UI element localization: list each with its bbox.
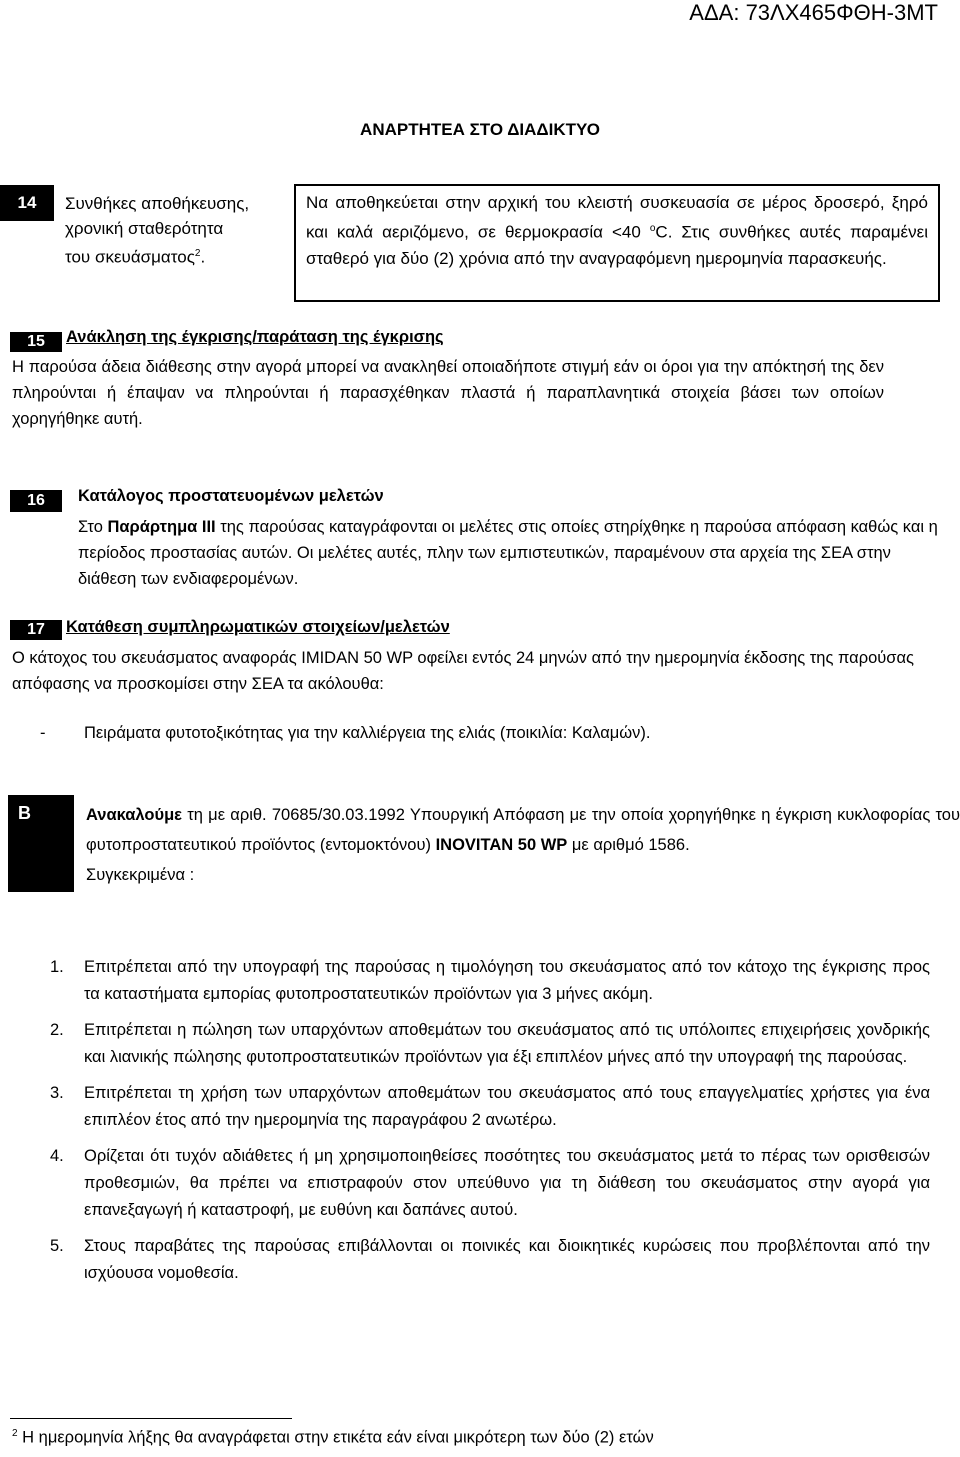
section-14-content-box [294,184,940,302]
section-b-text-post: με αριθμό 1586. [567,836,690,854]
annex-reference: Παράρτημα ΙΙΙ [107,518,216,536]
list-text: Επιτρέπεται η πώληση των υπαρχόντων αποθεμάτων του σκευάσματος από τις υπόλοιπες επιχειρήσεις χονδρικής και λιανικής πώλησης φυτοπροστατευτικών προϊόντων για έξι επιπλέον μήνες από την υπογραφή της παρούσας. [84,1021,930,1066]
section-14-number: 14 [0,185,54,221]
footnote-text: Η ημερομηνία λήξης θα αναγράφεται στην ετικέτα εάν είναι μικρότερη των δύο (2) ετών [17,1428,654,1447]
section-16-body-pre: Στο [78,518,108,536]
label-line-3-end: . [200,247,206,267]
footnote-ref: 2 [194,248,201,259]
page-title: ΑΝΑΡΤΗΤΕΑ ΣΤΟ ΔΙΑΔΙΚΤΥΟ [360,120,600,139]
section-15-body: Η παρούσα άδεια διάθεσης στην αγορά μπορεί να ανακληθεί οποιαδήποτε στιγμή εάν οι όροι για την απόκτησή της δεν πληρούνται ή έπαψαν να πληρούνται ή παρασχέθηκαν πλαστά ή παραπλανητικά στοιχεία βάσει των οποίων χορηγήθηκε αυτή. [12,358,884,428]
footnote [12,1428,654,1448]
list-item [50,1017,930,1071]
list-number: 3. [50,1084,64,1102]
label-line-3-text: του σκευάσματος [65,247,195,267]
section-b-body [86,800,960,890]
section-16-title: Κατάλογος προστατευομένων μελετών [78,487,384,505]
section-b-text-pre: τη με αριθ. 70685/30.03.1992 Υπουργική Απόφαση με την οποία χορηγήθηκε η έγκριση κυκλοφορίας του φυτοπροστατευτικού προϊόντος (εντομοκτόνου) [86,806,960,854]
list-item [50,1080,930,1134]
recall-word: Ανακαλούμε [86,806,183,824]
list-number: 4. [50,1147,64,1165]
measures-list [50,954,930,1296]
section-15-number: 15 [10,332,62,352]
section-16-number: 16 [10,490,62,512]
section-16-body [78,514,948,592]
list-number: 5. [50,1237,64,1255]
section-16-body-post: της παρούσας καταγράφονται οι μελέτες στις οποίες στηρίχθηκε η παρούσα απόφαση καθώς και η περίοδος προστασίας αυτών. Οι μελέτες αυτές, πλην των εμπιστευτικών, παραμένουν στα αρχεία της ΣΕΑ στην διάθεση των ενδιαφερομένων. [78,518,938,588]
section-17-bullet [40,724,651,743]
footnote-mark: 2 [12,1428,18,1439]
specifically-label: Συγκεκριμένα : [86,866,195,884]
ada-code: ΑΔΑ: 73ΛΧ465ΦΘΗ-3ΜΤ [689,0,938,25]
storage-text-pre: Να αποθηκεύεται στην αρχική του κλειστή συσκευασία σε μέρος δροσερό, ξηρό και καλά αεριζόμενο, σε θερμοκρασία <40 [306,193,928,242]
section-b-text [86,800,960,860]
section-15-title: Ανάκληση της έγκρισης/παράταση της έγκρισης [66,328,444,346]
list-item [50,954,930,1008]
section-14-label [65,191,285,270]
label-line-2: χρονική σταθερότητα [65,219,224,238]
list-number: 1. [50,958,64,976]
section-17-title: Κατάθεση συμπληρωματικών στοιχείων/μελετών [66,618,450,636]
list-item [50,1143,930,1224]
storage-text-post: C. Στις συνθήκες αυτές παραμένει σταθερό για δύο (2) χρόνια από την αναγραφόμενη ημερομηνία παρασκευής. [306,222,928,268]
section-17-body: Ο κάτοχος του σκευάσματος αναφοράς IMIDAN 50 WP οφείλει εντός 24 μηνών από την ημερομηνία έκδοσης της παρούσας απόφασης να προσκομίσει στην ΣΕΑ τα ακόλουθα: [12,649,914,693]
list-text: Ορίζεται ότι τυχόν αδιάθετες ή μη χρησιμοποιηθείσες ποσότητες του σκευάσματος μετά το πέρας των ορισθεισών προθεσμιών, θα πρέπει να επιστραφούν στον υπεύθυνο για τη διάθεση του σκευάσματος στην αγορά για επανεξαγωγή ή καταστροφή, με ευθύνη και δαπάνες αυτού. [84,1147,930,1219]
product-name: INOVITAN 50 WP [435,836,568,854]
section-b-marker [8,795,74,892]
section-17-number: 17 [10,620,62,640]
list-number: 2. [50,1021,64,1039]
footnote-divider [10,1418,292,1419]
list-text: Στους παραβάτες της παρούσας επιβάλλονται οι ποινικές και διοικητικές κυρώσεις που προβλέπονται από την ισχύουσα νομοθεσία. [84,1237,930,1282]
label-line-3 [65,241,285,270]
bullet-text: Πειράματα φυτοτοξικότητας για την καλλιέργεια της ελιάς (ποικιλία: Καλαμών). [84,724,651,742]
label-line-1: Συνθήκες αποθήκευσης, [65,194,250,213]
section-b-letter: B [18,803,31,823]
list-text: Επιτρέπεται από την υπογραφή της παρούσας η τιμολόγηση του σκευάσματος από τον κάτοχο της έγκρισης προς τα καταστήματα εμπορίας φυτοπροστατευτικών προϊόντων για 3 μήνες ακόμη. [84,958,930,1003]
list-text: Επιτρέπεται τη χρήση των υπαρχόντων αποθεμάτων του σκευάσματος από τους επαγγελματίες χρήστες για ένα επιπλέον έτος από την ημερομηνία της παραγράφου 2 ανωτέρω. [84,1084,930,1129]
degree-sup: o [649,223,656,234]
list-item [50,1233,930,1287]
bullet-dash: - [40,724,46,742]
